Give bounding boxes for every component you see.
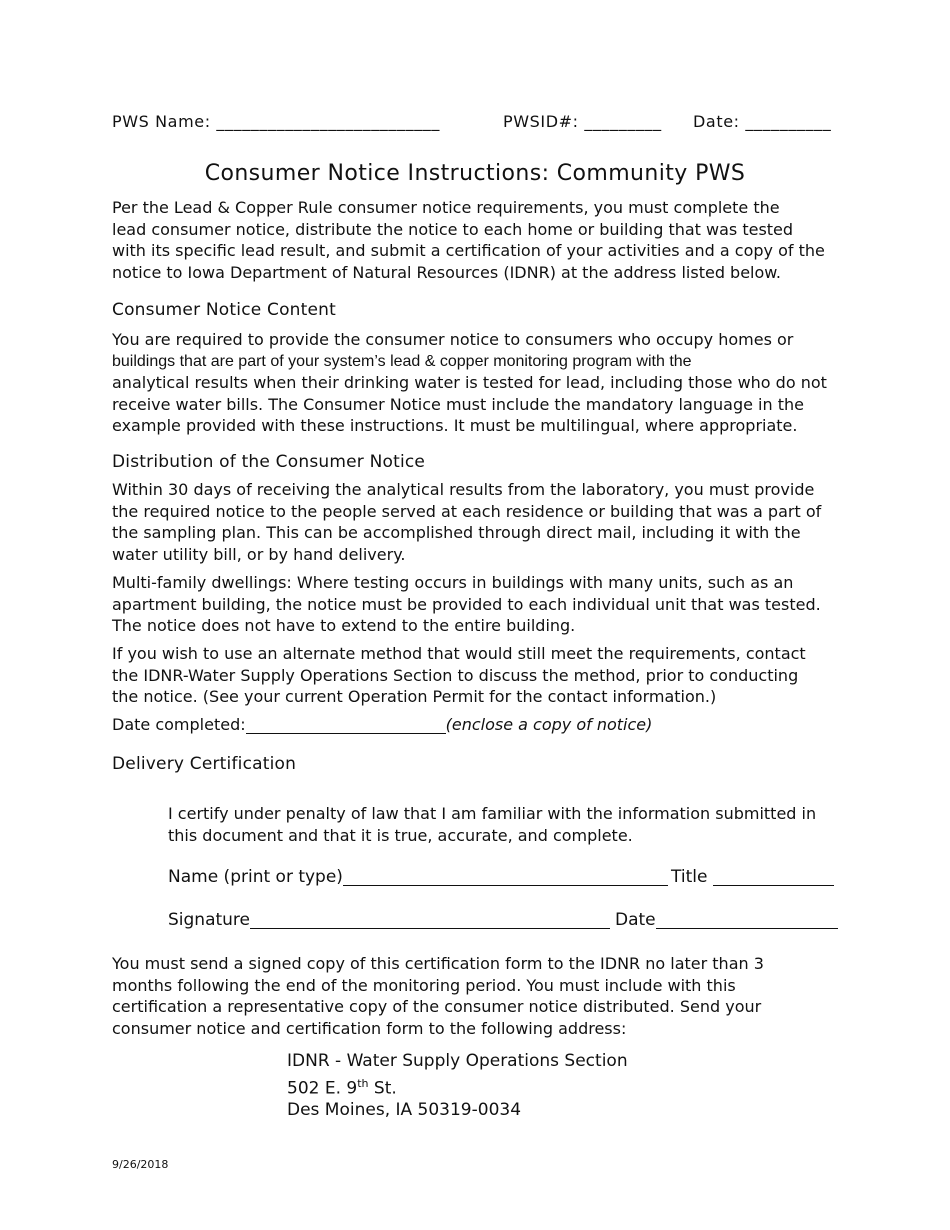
title-input[interactable] (713, 866, 834, 886)
title-row (671, 866, 834, 887)
intro-paragraph (112, 197, 838, 283)
content-line: receive water bills. The Consumer Notice must include the mandatory language in the (112, 394, 804, 414)
header-date-label: Date: (693, 112, 740, 131)
pwsid-field (503, 112, 662, 131)
intro-line: Per the Lead & Copper Rule consumer notice requirements, you must complete the (112, 198, 780, 217)
distribution-line: apartment building, the notice must be provided to each individual unit that was tested. (112, 594, 821, 614)
header-date-blank[interactable]: __________ (745, 112, 832, 131)
page-title: Consumer Notice Instructions: Community PWS (204, 161, 746, 186)
distribution-paragraph-3 (112, 643, 838, 708)
closing-paragraph (112, 953, 838, 1039)
certification-line: this document and that it is true, accurate, and complete. (168, 825, 633, 845)
cert-date-input[interactable] (656, 909, 838, 929)
date-completed-input[interactable] (246, 715, 446, 734)
header-date-field (693, 112, 831, 131)
pws-name-label: PWS Name: (112, 112, 211, 131)
certification-statement (168, 803, 848, 846)
closing-line: months following the end of the monitoring period. You must include with this (112, 975, 736, 995)
signature-label: Signature (168, 910, 251, 930)
content-heading: Consumer Notice Content (112, 300, 337, 320)
distribution-heading: Distribution of the Consumer Notice (112, 452, 426, 472)
address-line-2 (287, 1073, 628, 1100)
distribution-paragraph-2 (112, 572, 838, 637)
intro-line: lead consumer notice, distribute the notice to each home or building that was tested (112, 219, 794, 239)
footer-date: 9/26/2018 (112, 1158, 169, 1171)
address-line-1: IDNR - Water Supply Operations Section (287, 1051, 628, 1071)
signature-input[interactable] (250, 909, 610, 929)
closing-line: You must send a signed copy of this certification form to the IDNR no later than 3 (112, 954, 764, 973)
distribution-line: the sampling plan. This can be accomplished through direct mail, including it with the (112, 523, 801, 542)
distribution-line: the required notice to the people served at each residence or building that was a part of (112, 501, 822, 521)
date-completed-row (112, 715, 652, 734)
distribution-line: Within 30 days of receiving the analytical results from the laboratory, you must provide (112, 480, 815, 499)
content-line: example provided with these instructions. It must be multilingual, where appropriate. (112, 416, 798, 435)
distribution-line: the IDNR-Water Supply Operations Section to discuss the method, prior to conducting (112, 665, 799, 685)
address-street: 502 E. 9 (287, 1078, 358, 1099)
title-label: Title (671, 867, 708, 887)
enclose-note: (enclose a copy of notice) (445, 715, 653, 734)
distribution-line: If you wish to use an alternate method that would still meet the requirements, contact (112, 644, 806, 663)
pws-name-blank[interactable]: __________________________ (216, 112, 441, 131)
date-completed-label: Date completed: (112, 715, 246, 734)
mailing-address (287, 1051, 628, 1121)
pwsid-label: PWSID#: (503, 112, 579, 131)
address-line-3: Des Moines, IA 50319-0034 (287, 1099, 522, 1120)
address-ordinal: th (357, 1076, 369, 1090)
distribution-line: the notice. (See your current Operation Permit for the contact information.) (112, 687, 717, 706)
content-paragraph (112, 329, 838, 437)
certification-line: I certify under penalty of law that I am familiar with the information submitted in (168, 804, 817, 823)
name-input[interactable] (343, 866, 668, 886)
cert-date-label: Date (615, 910, 656, 930)
intro-line: notice to Iowa Department of Natural Resources (IDNR) at the address listed below. (112, 262, 781, 282)
distribution-paragraph-1 (112, 479, 838, 565)
distribution-line: Multi-family dwellings: Where testing occurs in buildings with many units, such as an (112, 573, 794, 592)
signature-row (168, 909, 610, 930)
address-street-suffix: St. (368, 1078, 397, 1099)
content-line: buildings that are part of your system’s lead & copper monitoring program with the (112, 352, 692, 370)
distribution-line: water utility bill, or by hand delivery. (112, 544, 406, 564)
content-line: You are required to provide the consumer notice to consumers who occupy homes or (112, 330, 794, 349)
pwsid-blank[interactable]: _________ (584, 112, 662, 131)
intro-line: with its specific lead result, and submit a certification of your activities and a copy of the (112, 241, 825, 260)
name-label: Name (print or type) (168, 867, 343, 887)
distribution-line: The notice does not have to extend to the entire building. (112, 616, 576, 635)
certification-heading: Delivery Certification (112, 754, 297, 774)
content-line: analytical results when their drinking water is tested for lead, including those who do not (112, 373, 827, 392)
pws-name-field (112, 112, 440, 131)
cert-date-row (615, 909, 838, 930)
closing-line: consumer notice and certification form to the following address: (112, 1018, 627, 1038)
name-row (168, 866, 668, 887)
closing-line: certification a representative copy of the consumer notice distributed. Send your (112, 997, 762, 1016)
